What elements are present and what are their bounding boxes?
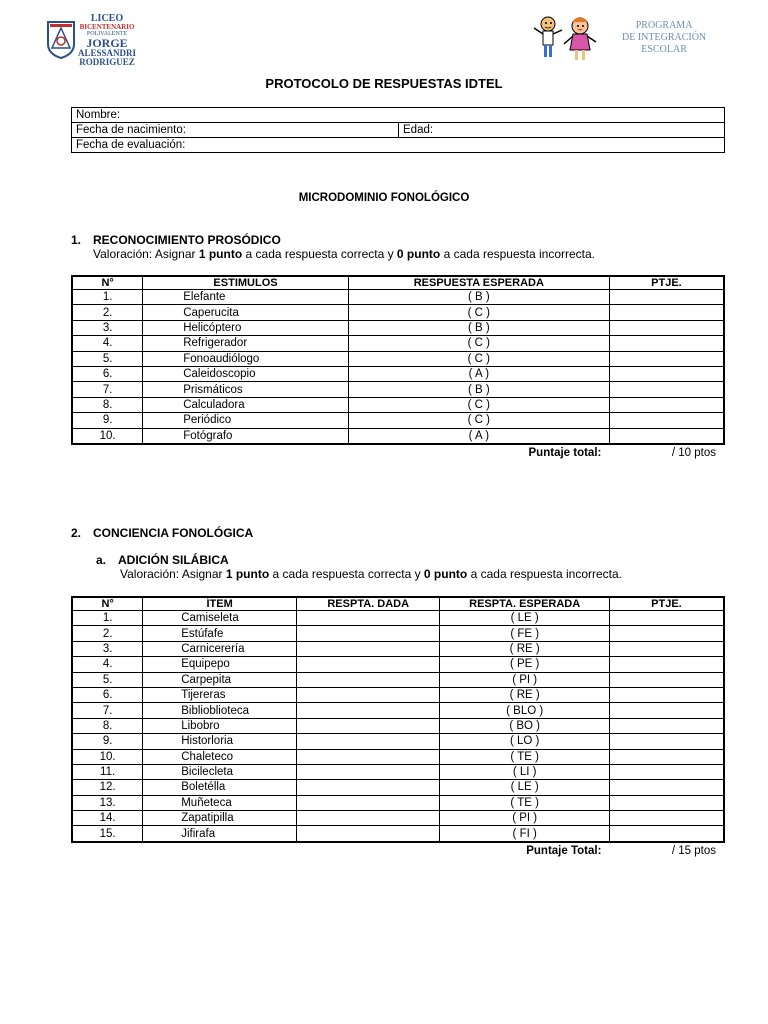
score-cell[interactable]	[609, 687, 724, 702]
row-number: 8.	[72, 397, 143, 412]
table-row	[72, 672, 724, 687]
expected-answer-cell: ( PI )	[440, 672, 609, 687]
section-title: MICRODOMINIO FONOLÓGICO	[298, 192, 470, 204]
item-cell: Bicilecleta	[143, 764, 297, 779]
expected-answer-cell: ( C )	[348, 305, 609, 320]
row-number: 13.	[72, 795, 143, 810]
program-name	[622, 20, 706, 56]
column-header: RESPTA. DADA	[296, 597, 440, 611]
score-cell[interactable]	[609, 336, 724, 351]
given-answer-cell[interactable]	[296, 641, 440, 656]
evaluation-date-field[interactable]: Fecha de evaluación:	[72, 138, 725, 153]
row-number: 10.	[72, 428, 143, 444]
score-cell[interactable]	[609, 780, 724, 795]
scoring-bold: 1 punto	[198, 247, 243, 261]
scoring-text: Valoración: Asignar	[93, 247, 199, 261]
item-cell: Camiseleta	[143, 611, 297, 626]
table-row	[72, 641, 724, 656]
name-field[interactable]: Nombre:	[72, 108, 725, 123]
row-number: 15.	[72, 826, 143, 842]
total-label: Puntaje Total:	[526, 844, 602, 857]
part2a-heading	[96, 553, 229, 567]
column-header: ÍTEM	[143, 597, 297, 611]
table-row	[72, 336, 724, 351]
score-cell[interactable]	[609, 428, 724, 444]
stimulus-cell: Caperucita	[143, 305, 349, 320]
school-name-line: RODRIGUEZ	[79, 56, 135, 67]
expected-answer-cell: ( C )	[348, 336, 609, 351]
table-header-row	[72, 276, 724, 290]
table-row	[72, 290, 724, 305]
score-cell[interactable]	[609, 672, 724, 687]
expected-answer-cell: ( PI )	[440, 811, 609, 826]
score-cell[interactable]	[609, 351, 724, 366]
stimulus-cell: Elefante	[143, 290, 349, 305]
item-cell: Tijereras	[143, 687, 297, 702]
row-number: 2.	[72, 626, 143, 641]
expected-answer-cell: ( C )	[348, 413, 609, 428]
program-name-line: PROGRAMA	[635, 20, 693, 31]
row-number: 7.	[72, 382, 143, 397]
score-cell[interactable]	[609, 305, 724, 320]
row-number: 4.	[72, 657, 143, 672]
part1-number: 1.	[71, 233, 82, 247]
table-row	[72, 397, 724, 412]
expected-answer-cell: ( B )	[348, 320, 609, 335]
scoring-bold: 0 punto	[396, 247, 441, 261]
scoring-text: Valoración: Asignar	[120, 567, 226, 581]
row-number: 6.	[72, 366, 143, 381]
school-name-line: JORGE	[86, 35, 128, 50]
given-answer-cell[interactable]	[296, 811, 440, 826]
total-row	[72, 842, 724, 859]
row-number: 1.	[72, 290, 143, 305]
item-cell: Carpepita	[143, 672, 297, 687]
column-header: ESTIMULOS	[143, 276, 349, 290]
item-cell: Boletélla	[143, 780, 297, 795]
item-cell: Libobro	[143, 718, 297, 733]
row-number: 3.	[72, 641, 143, 656]
stimulus-cell: Calculadora	[143, 397, 349, 412]
scoring-text: a cada respuesta correcta y	[242, 247, 397, 261]
given-answer-cell[interactable]	[296, 826, 440, 842]
scoring-text: a cada respuesta incorrecta.	[440, 247, 596, 261]
table-row	[72, 320, 724, 335]
score-cell[interactable]	[609, 641, 724, 656]
school-name-line: ALESSANDRI	[78, 47, 137, 58]
row-number: 4.	[72, 336, 143, 351]
table-row	[72, 749, 724, 764]
student-info-table	[71, 107, 725, 153]
expected-answer-cell: ( C )	[348, 397, 609, 412]
row-number: 10.	[72, 749, 143, 764]
score-cell[interactable]	[609, 811, 724, 826]
table-row	[72, 611, 724, 626]
table-row	[72, 428, 724, 444]
score-cell[interactable]	[609, 734, 724, 749]
expected-answer-cell: ( A )	[348, 428, 609, 444]
age-field[interactable]: Edad:	[399, 123, 725, 138]
item-cell: Historloria	[143, 734, 297, 749]
given-answer-cell[interactable]	[296, 611, 440, 626]
table-row	[72, 305, 724, 320]
score-cell[interactable]	[609, 626, 724, 641]
school-name-line: BICENTENARIO	[79, 22, 135, 31]
expected-answer-cell: ( B )	[348, 290, 609, 305]
part2-heading	[71, 526, 253, 540]
total-label: Puntaje total:	[528, 446, 602, 459]
part2a-heading-text: ADICIÓN SILÁBICA	[118, 553, 229, 567]
score-cell[interactable]	[609, 703, 724, 718]
table-row	[72, 366, 724, 381]
stimulus-cell: Periódico	[143, 413, 349, 428]
expected-answer-cell: ( LI )	[440, 764, 609, 779]
expected-answer-cell: ( PE )	[440, 657, 609, 672]
school-name	[78, 14, 136, 67]
table-row	[72, 795, 724, 810]
table-row	[72, 811, 724, 826]
part1-heading	[71, 233, 281, 247]
expected-answer-cell: ( C )	[348, 351, 609, 366]
row-number: 1.	[72, 611, 143, 626]
given-answer-cell[interactable]	[296, 718, 440, 733]
score-cell[interactable]	[609, 718, 724, 733]
item-cell: Zapatipilla	[143, 811, 297, 826]
scoring-text: a cada respuesta incorrecta.	[467, 567, 623, 581]
given-answer-cell[interactable]	[296, 780, 440, 795]
expected-answer-cell: ( TE )	[440, 749, 609, 764]
table-row	[72, 718, 724, 733]
part2a-scoring-note	[120, 567, 622, 581]
score-cell[interactable]	[609, 795, 724, 810]
total-row	[72, 444, 724, 461]
part2-number: 2.	[71, 526, 82, 540]
program-logo	[526, 14, 726, 64]
score-cell[interactable]	[609, 657, 724, 672]
row-number: 12.	[72, 780, 143, 795]
given-answer-cell[interactable]	[296, 749, 440, 764]
row-number: 3.	[72, 320, 143, 335]
table-row	[72, 351, 724, 366]
score-cell[interactable]	[609, 290, 724, 305]
total-score-field[interactable]: / 10 ptos	[671, 446, 716, 459]
column-header: PTJE.	[609, 276, 724, 290]
prosodic-table	[71, 275, 725, 461]
row-number: 5.	[72, 351, 143, 366]
score-cell[interactable]	[609, 413, 724, 428]
table-row	[72, 764, 724, 779]
column-header: RESPTA. ESPERADA	[440, 597, 609, 611]
expected-answer-cell: ( BLO )	[440, 703, 609, 718]
given-answer-cell[interactable]	[296, 626, 440, 641]
score-cell[interactable]	[609, 397, 724, 412]
score-cell[interactable]	[609, 366, 724, 381]
expected-answer-cell: ( LO )	[440, 734, 609, 749]
birthdate-field[interactable]: Fecha de nacimiento:	[72, 123, 399, 138]
table-row	[72, 703, 724, 718]
stimulus-cell: Helicóptero	[143, 320, 349, 335]
score-cell[interactable]	[609, 826, 724, 842]
given-answer-cell[interactable]	[296, 672, 440, 687]
school-name-line: POLIVALENTE	[86, 30, 128, 37]
school-shield-icon	[46, 20, 76, 60]
total-score-field[interactable]: / 15 ptos	[671, 844, 716, 857]
table-row	[72, 780, 724, 795]
program-name-line: DE INTEGRACIÓN	[622, 32, 707, 43]
given-answer-cell[interactable]	[296, 734, 440, 749]
expected-answer-cell: ( LE )	[440, 780, 609, 795]
row-number: 7.	[72, 703, 143, 718]
table-header-row	[72, 597, 724, 611]
table-row	[72, 413, 724, 428]
school-logo	[46, 12, 144, 67]
stimulus-cell: Fonoaudiólogo	[143, 351, 349, 366]
item-cell: Muñeteca	[143, 795, 297, 810]
given-answer-cell[interactable]	[296, 657, 440, 672]
stimulus-cell: Prismáticos	[143, 382, 349, 397]
program-name-line: ESCOLAR	[641, 44, 687, 55]
scoring-bold: 1 punto	[225, 567, 270, 581]
expected-answer-cell: ( LE )	[440, 611, 609, 626]
row-number: 5.	[72, 672, 143, 687]
syllabic-addition-table	[71, 596, 725, 859]
given-answer-cell[interactable]	[296, 795, 440, 810]
part2-heading-text: CONCIENCIA FONOLÓGICA	[93, 526, 254, 540]
item-cell: Estúfafe	[143, 626, 297, 641]
expected-answer-cell: ( TE )	[440, 795, 609, 810]
stimulus-cell: Caleidoscopio	[143, 366, 349, 381]
table-row	[72, 826, 724, 842]
item-cell: Biblioblioteca	[143, 703, 297, 718]
given-answer-cell[interactable]	[296, 687, 440, 702]
document-title: PROTOCOLO DE RESPUESTAS IDTEL	[265, 76, 503, 91]
table-row	[72, 657, 724, 672]
row-number: 11.	[72, 764, 143, 779]
column-header: N°	[72, 597, 143, 611]
scoring-bold: 0 punto	[423, 567, 468, 581]
column-header: PTJE.	[609, 597, 724, 611]
row-number: 2.	[72, 305, 143, 320]
children-illustration-icon	[526, 14, 618, 64]
stimulus-cell: Fotógrafo	[143, 428, 349, 444]
table-row	[72, 626, 724, 641]
expected-answer-cell: ( FE )	[440, 626, 609, 641]
scoring-text: a cada respuesta correcta y	[269, 567, 424, 581]
score-cell[interactable]	[609, 749, 724, 764]
part2a-letter: a.	[96, 553, 107, 567]
expected-answer-cell: ( B )	[348, 382, 609, 397]
column-header: RESPUESTA ESPERADA	[348, 276, 609, 290]
expected-answer-cell: ( BO )	[440, 718, 609, 733]
table-row	[72, 687, 724, 702]
stimulus-cell: Refrigerador	[143, 336, 349, 351]
row-number: 9.	[72, 413, 143, 428]
score-cell[interactable]	[609, 611, 724, 626]
table-row	[72, 734, 724, 749]
expected-answer-cell: ( A )	[348, 366, 609, 381]
row-number: 9.	[72, 734, 143, 749]
item-cell: Chaleteco	[143, 749, 297, 764]
part1-scoring-note	[93, 247, 595, 261]
item-cell: Carnicerería	[143, 641, 297, 656]
item-cell: Equipepo	[143, 657, 297, 672]
school-name-line: LICEO	[90, 12, 124, 24]
row-number: 14.	[72, 811, 143, 826]
score-cell[interactable]	[609, 382, 724, 397]
item-cell: Jifirafa	[143, 826, 297, 842]
given-answer-cell[interactable]	[296, 703, 440, 718]
column-header: N°	[72, 276, 143, 290]
expected-answer-cell: ( RE )	[440, 641, 609, 656]
score-cell[interactable]	[609, 320, 724, 335]
expected-answer-cell: ( RE )	[440, 687, 609, 702]
table-row	[72, 382, 724, 397]
expected-answer-cell: ( FI )	[440, 826, 609, 842]
row-number: 6.	[72, 687, 143, 702]
given-answer-cell[interactable]	[296, 764, 440, 779]
score-cell[interactable]	[609, 764, 724, 779]
part1-heading-text: RECONOCIMIENTO PROSÓDICO	[93, 233, 281, 247]
row-number: 8.	[72, 718, 143, 733]
